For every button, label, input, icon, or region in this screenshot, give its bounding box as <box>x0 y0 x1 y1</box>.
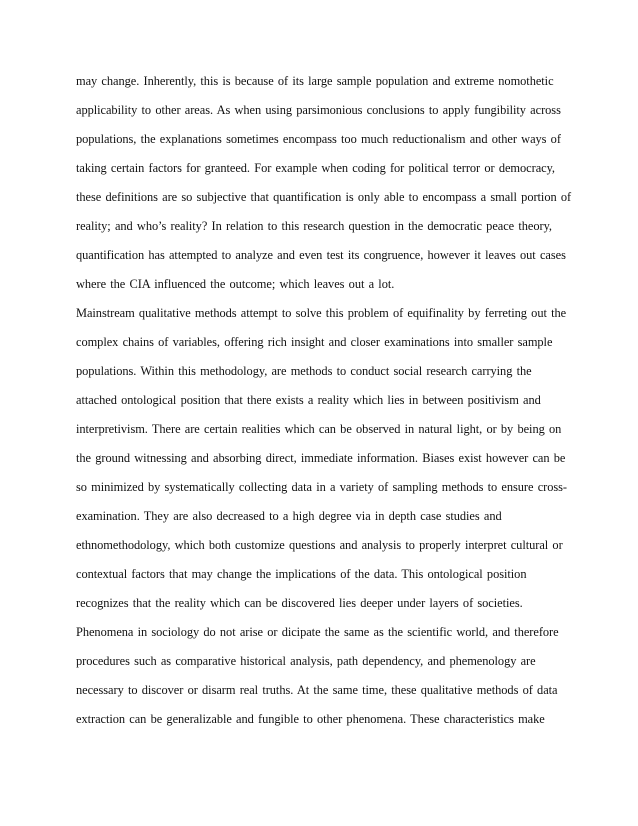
text-line: interpretivism. There are certain realities which can be observed in natural light, or by being on <box>76 422 562 436</box>
text-line: taking certain factors for granteed. For example when coding for political terror or democracy, <box>76 161 555 175</box>
body-text <box>76 67 576 734</box>
text-line: these definitions are so subjective that quantification is only able to encompass a small portion of <box>76 190 572 204</box>
text-line: the ground witnessing and absorbing direct, immediate information. Biases exist however can be <box>76 451 566 465</box>
text-line: contextual factors that may change the implications of the data. This ontological position <box>76 567 527 581</box>
text-line: complex chains of variables, offering rich insight and closer examinations into smaller sample <box>76 335 553 349</box>
text-line: applicability to other areas. As when using parsimonious conclusions to apply fungibility across <box>76 103 561 117</box>
text-line: attached ontological position that there exists a reality which lies in between positivism and <box>76 393 541 407</box>
text-line: extraction can be generalizable and fungible to other phenomena. These characteristics make <box>76 712 545 726</box>
text-line: so minimized by systematically collecting data in a variety of sampling methods to ensure cross- <box>76 480 567 494</box>
text-line: procedures such as comparative historical analysis, path dependency, and phemenology are <box>76 654 536 668</box>
text-line: where the CIA influenced the outcome; which leaves out a lot. <box>76 277 395 291</box>
text-line: Phenomena in sociology do not arise or dicipate the same as the scientific world, and therefore <box>76 625 559 639</box>
text-line: reality; and who’s reality? In relation to this research question in the democratic peace theory, <box>76 219 552 233</box>
text-line: quantification has attempted to analyze and even test its congruence, however it leaves out cases <box>76 248 566 262</box>
text-line: ethnomethodology, which both customize questions and analysis to properly interpret cultural or <box>76 538 563 552</box>
text-line: may change. Inherently, this is because of its large sample population and extreme nomothetic <box>76 74 554 88</box>
text-line: recognizes that the reality which can be discovered lies deeper under layers of societies. <box>76 596 523 610</box>
text-line: necessary to discover or disarm real truths. At the same time, these qualitative methods of data <box>76 683 558 697</box>
text-line: populations. Within this methodology, are methods to conduct social research carrying the <box>76 364 532 378</box>
text-line: Mainstream qualitative methods attempt to solve this problem of equifinality by ferreting out the <box>76 306 567 320</box>
text-line: populations, the explanations sometimes encompass too much reductionalism and other ways of <box>76 132 561 146</box>
text-line: examination. They are also decreased to a high degree via in depth case studies and <box>76 509 502 523</box>
